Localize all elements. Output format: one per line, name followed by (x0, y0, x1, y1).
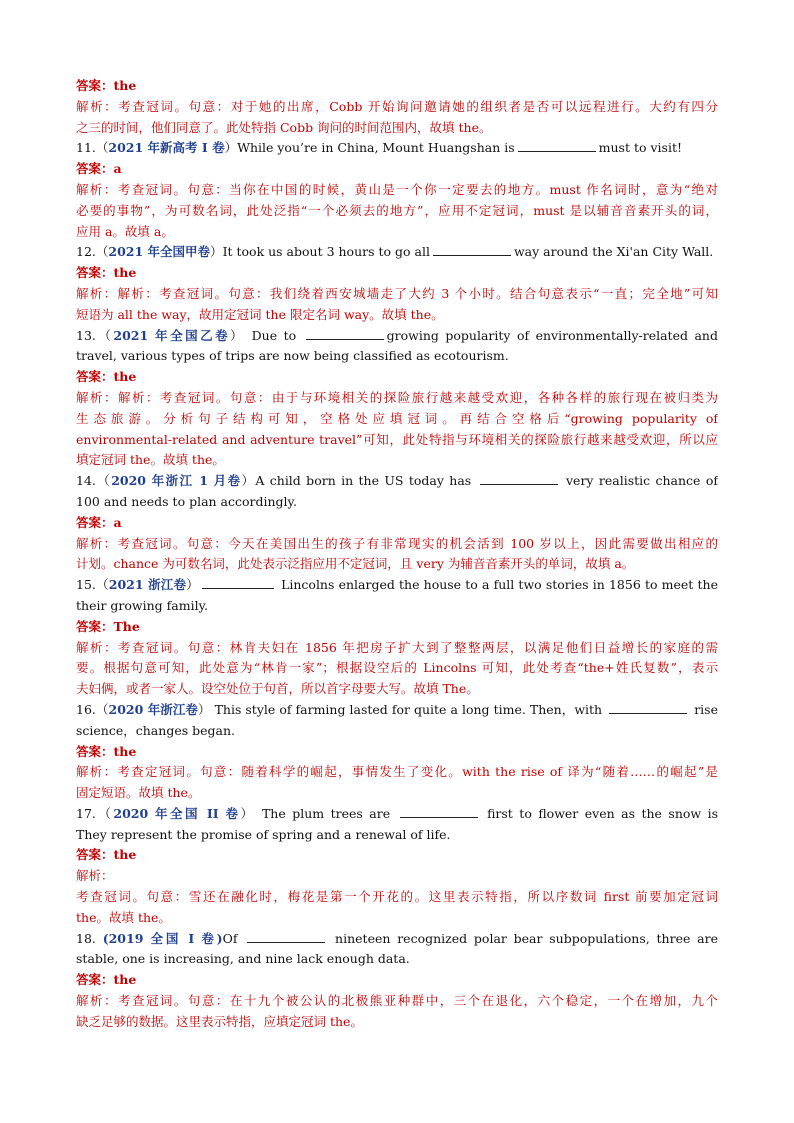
source-15: 2021 浙江卷 (108, 577, 187, 593)
answer-15: 答案：The (76, 618, 140, 634)
analysis-16-line-1: 解析：考查定冠词。句意：随着科学的崛起，事情发生了变化。with the rise of 译为“随着……的崛起”是 (76, 764, 718, 780)
analysis-13-line-4: 填定冠词 the。故填 the。 (76, 452, 225, 468)
answer-11: 答案：a (76, 161, 122, 177)
analysis-13-line-1: 解析：解析：考查冠词。句意：由于与环境相关的探险旅行越来越受欢迎，各种各样的旅行现在被归类为 (76, 389, 718, 405)
question-15-line-2: their growing family. (76, 597, 208, 613)
analysis-12-line-2: 短语为 all the way，故用定冠词 the 限定名词 way。故填 the。 (76, 306, 444, 322)
source-17: 2020 年全国 II 卷 (113, 805, 241, 821)
question-14-line-2: 100 and needs to plan accordingly. (76, 493, 297, 509)
question-12: 12.（2021 年全国甲卷）It took us about 3 hours to go all way around the Xi'an City Wall. (76, 244, 714, 260)
blank-13 (306, 327, 384, 340)
source-18: (2019 全国 I 卷) (102, 930, 223, 946)
question-13-line-2: travel, various types of trips are now being classified as ecotourism. (76, 348, 509, 364)
analysis-11-line-3: 应用 a。故填 a。 (76, 223, 174, 239)
answer-12: 答案：the (76, 265, 137, 281)
analysis-17-label: 解析： (76, 868, 114, 884)
answer-13: 答案：the (76, 369, 137, 385)
analysis-10-line-2: 之三的时间，他们同意了。此处特指 Cobb 询问的时间范围内，故填 the。 (76, 119, 492, 135)
answer-16: 答案：the (76, 743, 137, 759)
blank-12 (433, 243, 511, 256)
question-11: 11.（2021 年新高考 I 卷）While you’re in China, Mount Huangshan is must to visit! (76, 140, 683, 156)
analysis-18-line-1: 解析：考查冠词。句意：在十九个被公认的北极熊亚种群中，三个在退化，六个稳定，一个在增加，九个 (76, 993, 718, 1009)
analysis-17-line-2: the。故填 the。 (76, 909, 171, 925)
question-17: 17.（2020 年全国 II 卷） The plum trees are first to flower even as the snow is (76, 805, 718, 821)
analysis-17-line-1: 考查冠词。句意：雪还在融化时，梅花是第一个开花的。这里表示特指，所以序数词 first 前要加定冠词 (76, 889, 718, 905)
exercise-content (76, 76, 718, 1033)
question-16-line-2: science，changes began. (76, 722, 235, 738)
answer-10: 答案：the (76, 78, 137, 93)
source-12: 2021 年全国甲卷 (108, 244, 211, 260)
question-13: 13.（2021 年全国乙卷） Due to growing popularity of environmentally-related and (76, 327, 718, 343)
blank-16 (609, 701, 687, 714)
question-15: 15.（2021 浙江卷） Lincolns enlarged the house to a full two stories in 1856 to meet the (76, 577, 718, 593)
analysis-16-line-2: 固定短语。故填 the。 (76, 785, 201, 801)
analysis-10-line-1: 解析：考查冠词。句意：对于她的出席，Cobb 开始询问邀请她的组织者是否可以远程进行。大约有四分 (76, 98, 718, 114)
blank-14 (480, 472, 558, 485)
blank-11 (518, 139, 596, 152)
answer-14: 答案：a (76, 514, 122, 530)
question-18-line-2: stable, one is increasing, and nine lack enough data. (76, 951, 410, 967)
analysis-12-line-1: 解析：解析：考查冠词。句意：我们绕着西安城墙走了大约 3 个小时。结合句意表示“一直；完全地”可知 (76, 285, 718, 301)
source-16: 2020 年浙江卷 (108, 701, 198, 717)
analysis-18-line-2: 缺乏足够的数据。这里表示特指，应填定冠词 the。 (76, 1013, 363, 1029)
analysis-15-line-2: 要。根据句意可知，此处意为“林肯一家”；根据设空后的 Lincolns 可知，此处考查“the+姓氏复数”，表示 (76, 660, 718, 676)
analysis-15-line-1: 解析：考查冠词。句意：林肯夫妇在 1856 年把房子扩大到了整整两层，以满足他们日益增长的家庭的需 (76, 639, 718, 655)
source-13: 2021 年全国乙卷 (113, 327, 231, 343)
analysis-13-line-2: 生态旅游。分析句子结构可知，空格处应填冠词。再结合空格后“growing popularity of (76, 410, 718, 426)
question-18: 18. (2019 全国 I 卷)Of nineteen recognized polar bear subpopulations, three are (76, 930, 718, 946)
answer-18: 答案：the (76, 972, 137, 988)
blank-15 (202, 576, 274, 589)
analysis-14-line-1: 解析：考查冠词。句意：今天在美国出生的孩子有非常现实的机会活到 100 岁以上，因此需要做出相应的 (76, 535, 718, 551)
analysis-15-line-3: 夫妇俩，或者一家人。设空处位于句首，所以首字母要大写。故填 The。 (76, 681, 479, 697)
blank-17 (400, 805, 478, 818)
source-11: 2021 年新高考 I 卷 (108, 140, 225, 156)
analysis-13-line-3: environmental-related and adventure travel”可知，此处特指与环境相关的探险旅行越来越受欢迎，所以应 (76, 431, 718, 447)
question-16: 16.（2020 年浙江卷） This style of farming lasted for quite a long time. Then，with rise (76, 701, 718, 717)
blank-18 (247, 930, 325, 943)
source-14: 2020 年浙江 1 月卷 (111, 473, 242, 489)
question-17-line-2: They represent the promise of spring and a renewal of life. (76, 826, 451, 842)
analysis-14-line-2: 计划。chance 为可数名词，此处表示泛指应用不定冠词，且 very 为辅音音素开头的单词，故填 a。 (76, 556, 635, 572)
answer-17: 答案：the (76, 847, 137, 863)
question-14: 14.（2020 年浙江 1 月卷）A child born in the US today has very realistic chance of (76, 473, 718, 489)
analysis-11-line-1: 解析：考查冠词。句意：当你在中国的时候，黄山是一个你一定要去的地方。must 作名词时，意为“绝对 (76, 181, 718, 197)
analysis-11-line-2: 必要的事物”，为可数名词，此处泛指“一个必须去的地方”，应用不定冠词，must 是以辅音音素开头的词， (76, 202, 718, 218)
